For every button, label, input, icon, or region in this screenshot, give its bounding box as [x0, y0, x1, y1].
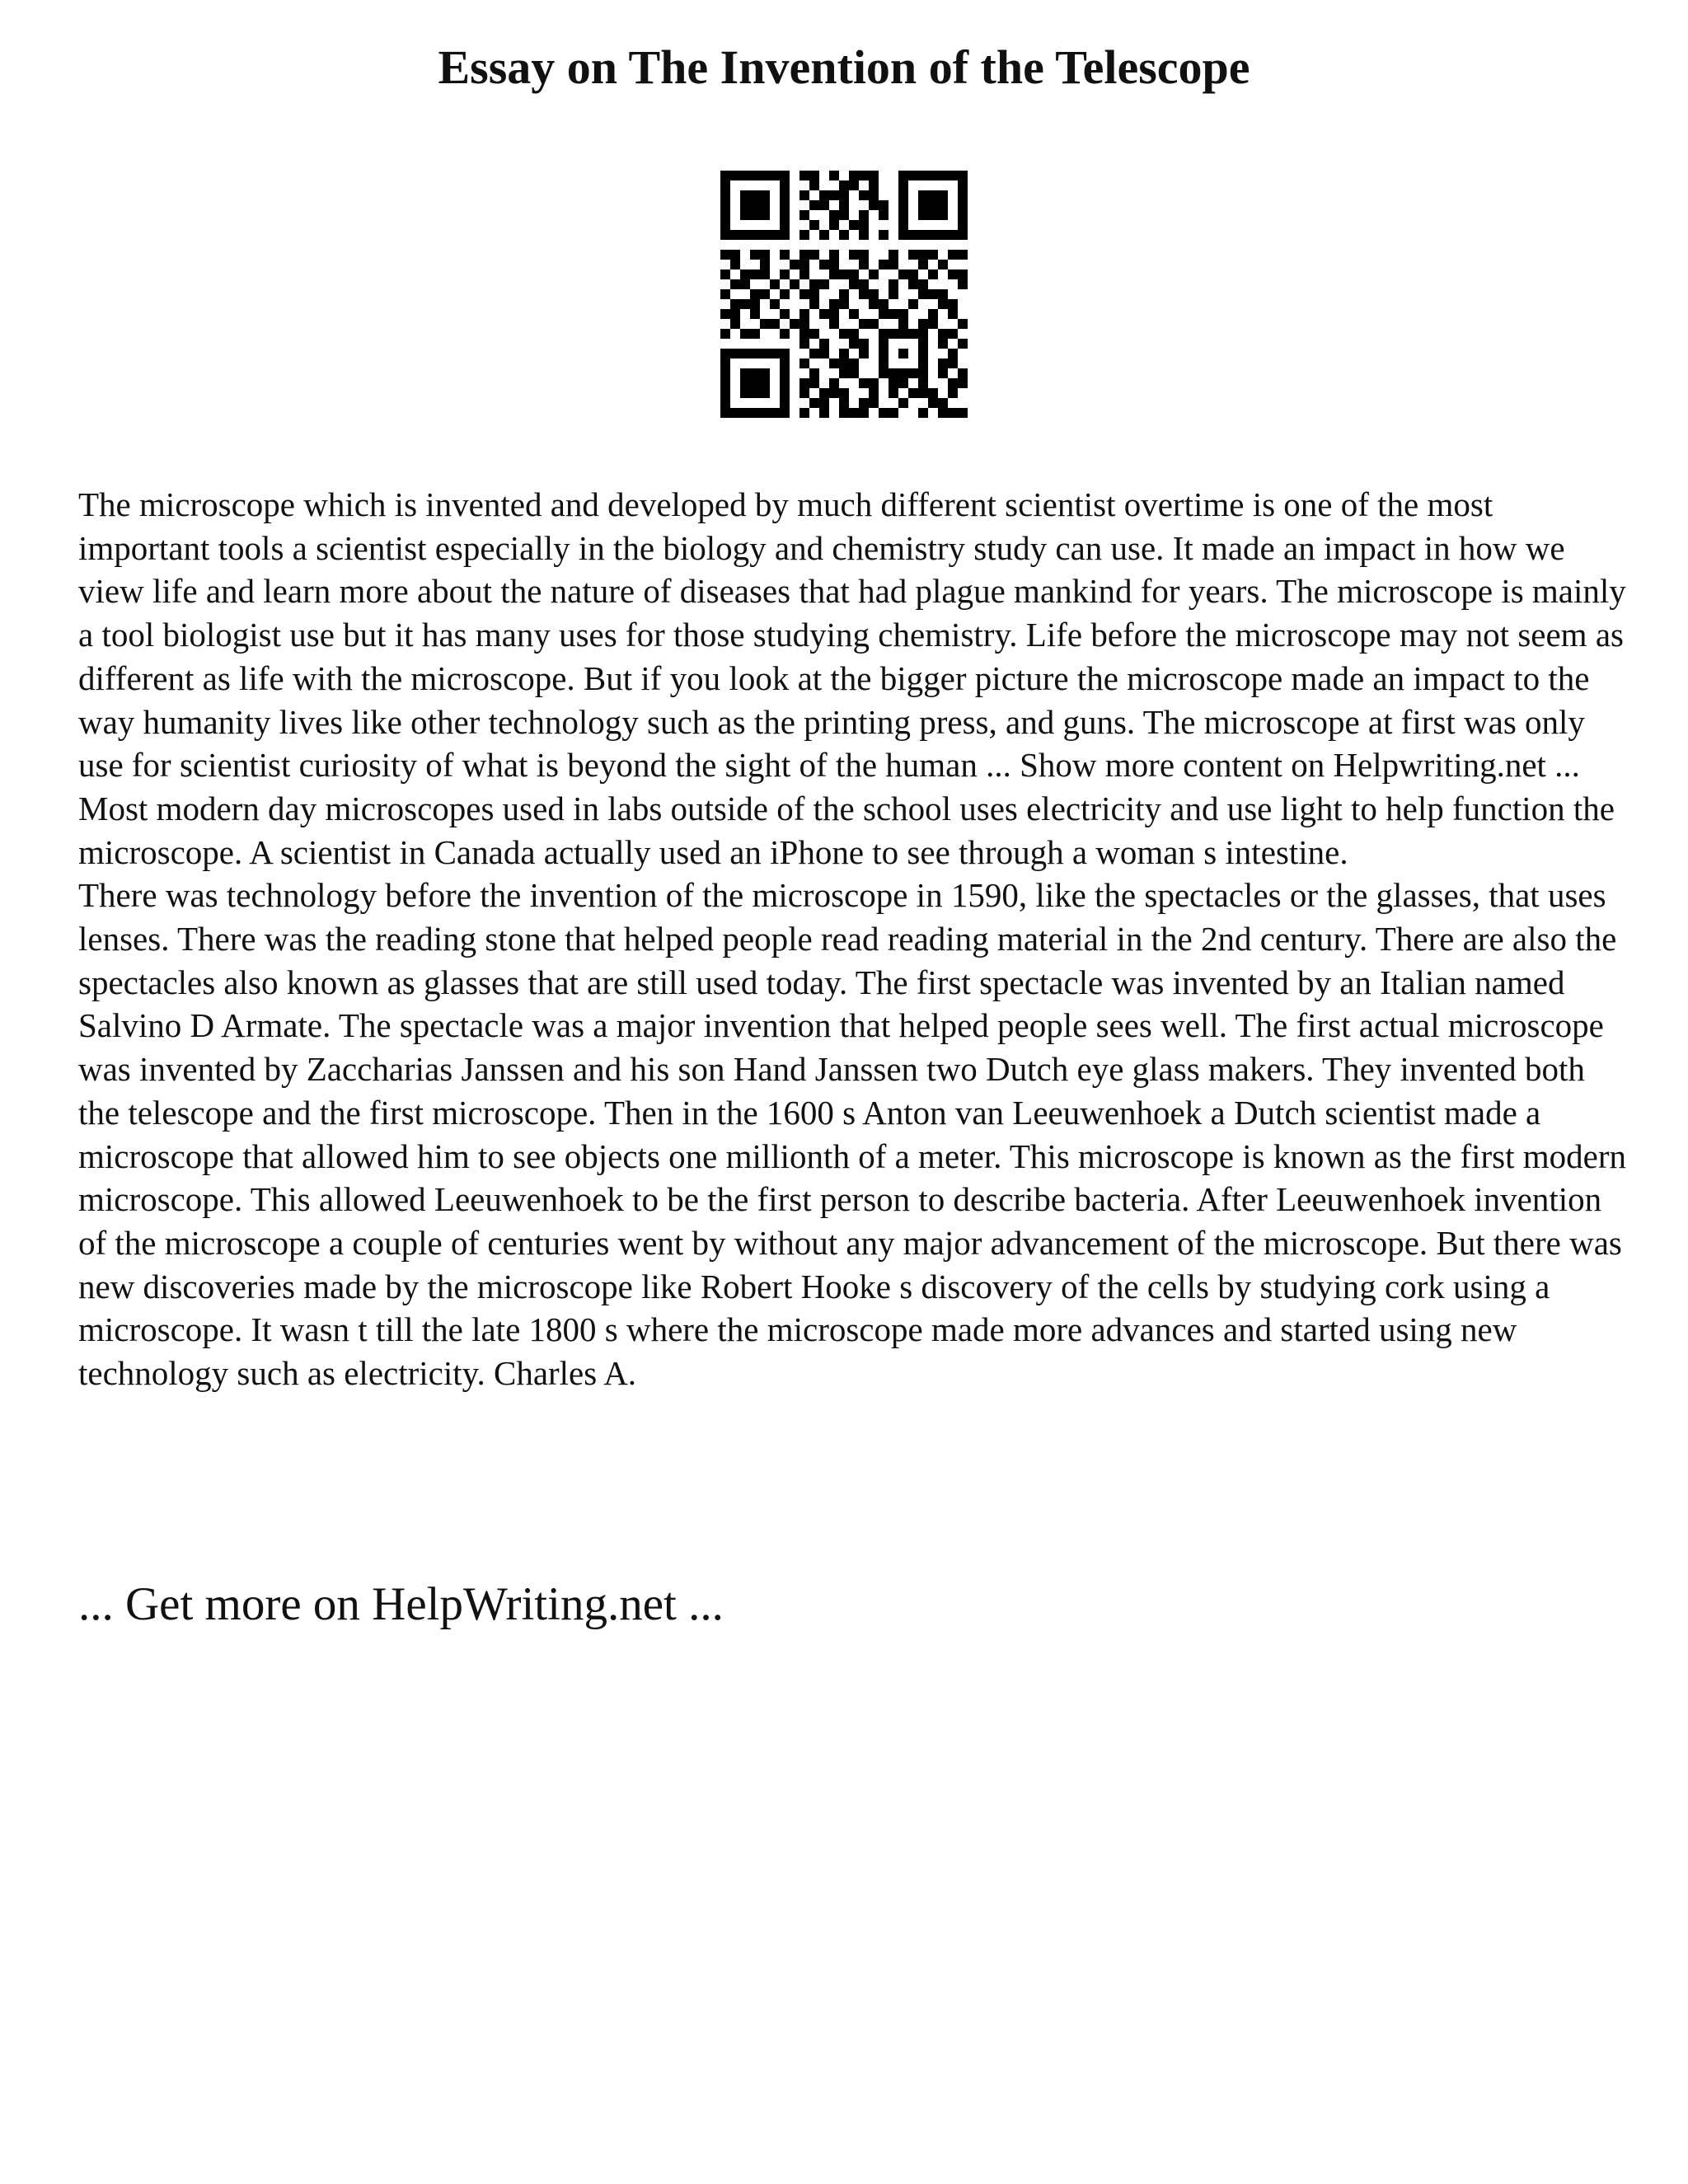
essay-paragraph: There was technology before the invention of the microscope in 1590, like the spectacles or the glasses, that uses lenses. There was the reading stone that helped people read reading material in the 2nd century. There are also the spectacles also known as glasses that are still used today. The first spectacle was invented by an Italian named Salvino D Armate. The spectacle was a major invention that helped people sees well. The first actual microscope was invented by Zaccharias Janssen and his son Hand Janssen two Dutch eye glass makers. They invented both the telescope and the first microscope. Then in the 1600 s Anton van Leeuwenhoek a Dutch scientist made a microscope that allowed him to see objects one millionth of a meter. This microscope is known as the first modern microscope. This allowed Leeuwenhoek to be the first person to describe bacteria. After Leeuwenhoek invention of the microscope a couple of centuries went by without any major advancement of the microscope. But there was new discoveries made by the microscope like Robert Hooke s discovery of the cells by studying cork using a microscope. It wasn t till the late 1800 s where the microscope made more advances and started using new technology such as electricity. Charles A.: [78, 876, 1626, 1393]
essay-paragraph: The microscope which is invented and developed by much different scientist overtime is one of the most important tools a scientist especially in the biology and chemistry study can use. It made an impact in how we view life and learn more about the nature of diseases that had plague mankind for years. The microscope is mainly a tool biologist use but it has many uses for those studying chemistry. Life before the microscope may not seem as different as life with the microscope. But if you look at the bigger picture the microscope made an impact to the way humanity lives like other technology such as the printing press, and guns. The microscope at first was only use for scientist curiosity of what is beyond the sight of the human ... Show more content on Helpwriting.net ...: [78, 485, 1626, 785]
qr-code-icon: [720, 171, 968, 418]
essay-paragraph: Most modern day microscopes used in labs outside of the school uses electricity and use light to help function the microscope. A scientist in Canada actually used an iPhone to see through a woman s intestine.: [78, 789, 1615, 871]
page-title: Essay on The Invention of the Telescope: [438, 40, 1250, 94]
get-more-link[interactable]: ... Get more on HelpWriting.net ...: [78, 1578, 724, 1630]
essay-body: [78, 483, 1628, 1395]
